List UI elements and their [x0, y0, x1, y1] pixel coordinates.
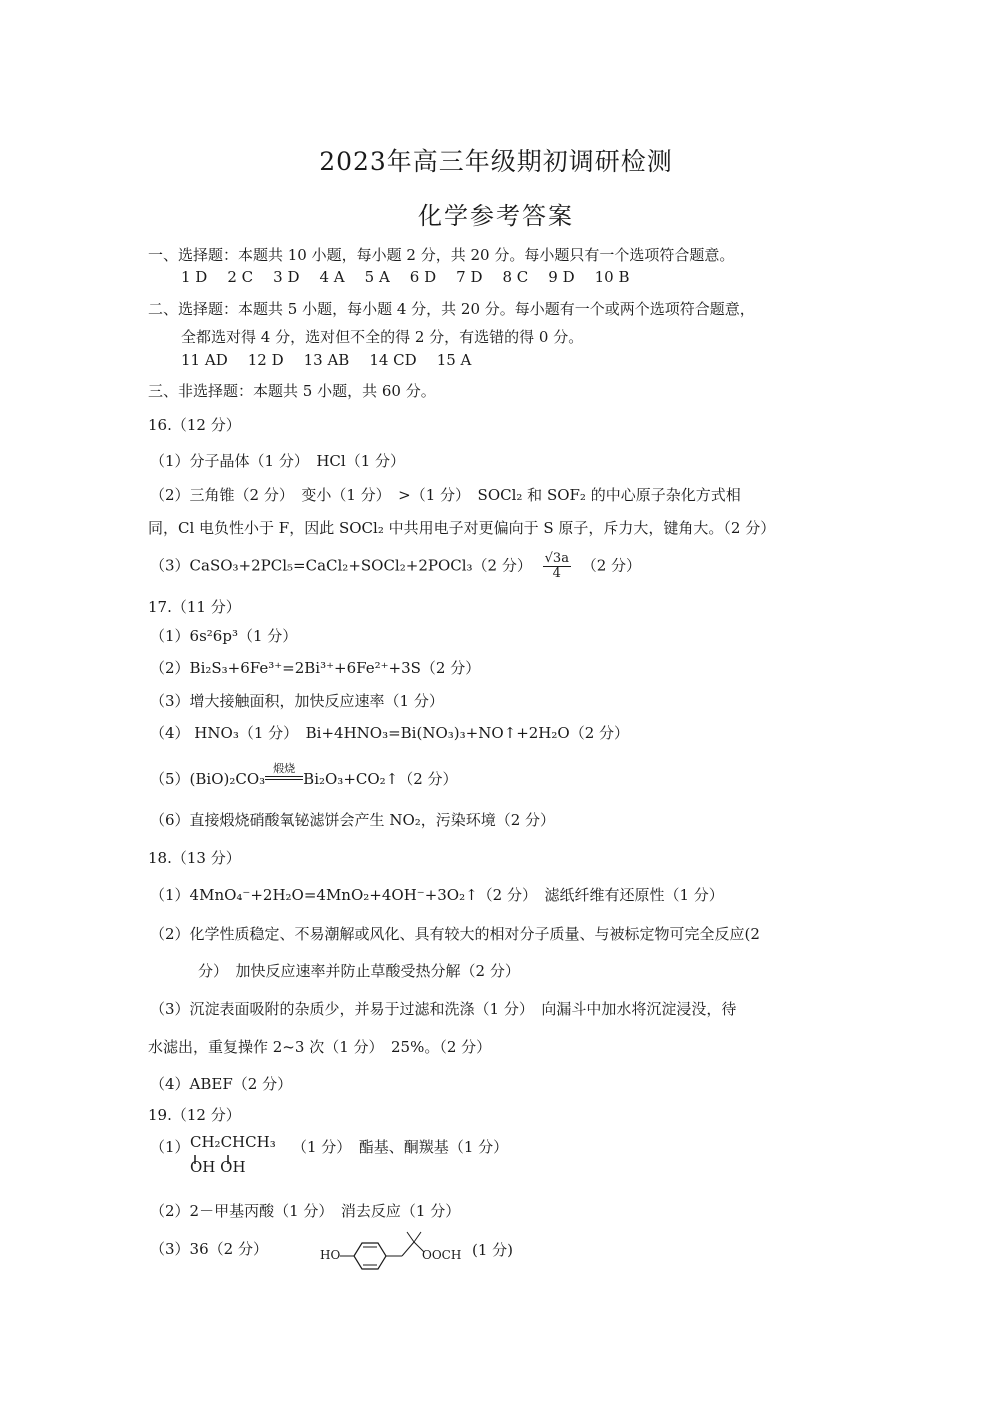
section2-answers: [181, 351, 491, 369]
fraction-numerator: √3a: [544, 551, 569, 566]
section1-heading: 一、选择题：本题共 10 小题，每小题 2 分，共 20 分。每小题只有一个选项符合题意。: [148, 246, 735, 264]
section2-heading: 二、选择题：本题共 5 小题，每小题 4 分，共 20 分。每小题有一个或两个选项符合题意，: [148, 300, 755, 318]
section1-answer: 3 D: [273, 268, 300, 286]
section1-answer: 7 D: [456, 268, 483, 286]
section2-answer: 14 CD: [369, 351, 417, 369]
section2-answer: 11 AD: [181, 351, 228, 369]
q16-line1: （1）分子晶体（1 分） HCl（1 分）: [150, 452, 406, 470]
q19-line3-score: (1 分): [472, 1241, 514, 1259]
q17-line5: [150, 762, 458, 789]
section2-answer: 12 D: [247, 351, 284, 369]
section1-answer: 8 C: [502, 268, 529, 286]
section2-answer: 13 AB: [303, 351, 350, 369]
page-title: 2023年高三年级期初调研检测: [319, 147, 673, 176]
section3-heading: 三、非选择题：本题共 5 小题，共 60 分。: [148, 382, 436, 400]
molecule-hydroxyl: HO: [320, 1248, 341, 1262]
reaction-condition: 煅烧: [273, 762, 296, 775]
section1-answers: [181, 268, 650, 286]
q16-fraction: [543, 552, 571, 581]
q17-header: 17.（11 分）: [148, 598, 241, 616]
molecule-formate: OOCH: [422, 1248, 462, 1262]
q18-line4: （4）ABEF（2 分）: [150, 1075, 293, 1093]
q16-equation: （3）CaSO₃+2PCl₅=CaCl₂+SOCl₂+2POCl₃（2 分）: [150, 556, 532, 575]
section2-answer: 15 A: [436, 351, 472, 369]
section1-answer: 2 C: [227, 268, 254, 286]
fraction-denominator: 4: [552, 566, 561, 581]
q17-line3: （3）增大接触面积，加快反应速率（1 分）: [150, 692, 444, 710]
q18-header: 18.（13 分）: [148, 849, 241, 867]
q18-line2: （2）化学性质稳定、不易潮解或风化、具有较大的相对分子质量、与被标定物可完全反应(2: [150, 925, 760, 943]
q19-structure-bottom: OH OH: [190, 1158, 246, 1176]
q19-line2: （2）2－甲基丙酸（1 分） 消去反应（1 分）: [150, 1202, 461, 1220]
q19-line1-rest: （1 分） 酯基、酮羰基（1 分）: [292, 1138, 509, 1156]
q18-line1: （1）4MnO₄⁻+2H₂O=4MnO₂+4OH⁻+3O₂↑（2 分） 滤纸纤维有还原性（1 分）: [150, 886, 724, 904]
q19-structure-top: CH₂CHCH₃: [190, 1133, 276, 1151]
section2-heading-line2: 全都选对得 4 分，选对但不全的得 2 分，有选错的得 0 分。: [181, 328, 584, 346]
q16-score: （2 分）: [581, 556, 642, 575]
q19-header: 19.（12 分）: [148, 1106, 241, 1124]
molecule-structure: [318, 1230, 528, 1275]
q16-header: 16.（12 分）: [148, 416, 241, 434]
section1-answer: 4 A: [319, 268, 345, 286]
q17-reactant: （5）(BiO)₂CO₃: [150, 770, 266, 788]
section1-answer: 10 B: [594, 268, 630, 286]
q19-line1-prefix: （1）: [150, 1138, 190, 1156]
q16-line2: （2）三角锥（2 分） 变小（1 分） >（1 分） SOCl₂ 和 SOF₂ 的中心原子杂化方式相: [150, 486, 741, 504]
section1-answer: 5 A: [364, 268, 390, 286]
q18-line2b: 分） 加快反应速率并防止草酸受热分解（2 分）: [198, 962, 520, 980]
q17-line1: （1）6s²6p³（1 分）: [150, 627, 298, 645]
section1-answer: 9 D: [548, 268, 575, 286]
reaction-arrow: [265, 762, 303, 784]
q17-line2: （2）Bi₂S₃+6Fe³⁺=2Bi³⁺+6Fe²⁺+3S（2 分）: [150, 659, 481, 677]
q16-line4: [150, 552, 641, 581]
section1-answer: 1 D: [181, 268, 208, 286]
section1-answer: 6 D: [409, 268, 437, 286]
q17-line4: （4） HNO₃（1 分） Bi+4HNO₃=Bi(NO₃)₃+NO↑+2H₂O（2 分）: [150, 724, 630, 742]
q16-line3: 同，Cl 电负性小于 F，因此 SOCl₂ 中共用电子对更偏向于 S 原子，斥力大，键角大。（2 分）: [148, 519, 776, 537]
q18-line3: （3）沉淀表面吸附的杂质少，并易于过滤和洗涤（1 分） 向漏斗中加水将沉淀浸没，待: [150, 1000, 737, 1018]
q17-line6: （6）直接煅烧硝酸氧铋滤饼会产生 NO₂，污染环境（2 分）: [150, 811, 556, 829]
q18-line3b: 水滤出，重复操作 2~3 次（1 分） 25%。（2 分）: [148, 1038, 492, 1056]
q17-product: Bi₂O₃+CO₂↑（2 分）: [303, 770, 458, 788]
page-subtitle: 化学参考答案: [418, 202, 574, 230]
q19-line3: （3）36（2 分）: [150, 1240, 268, 1258]
